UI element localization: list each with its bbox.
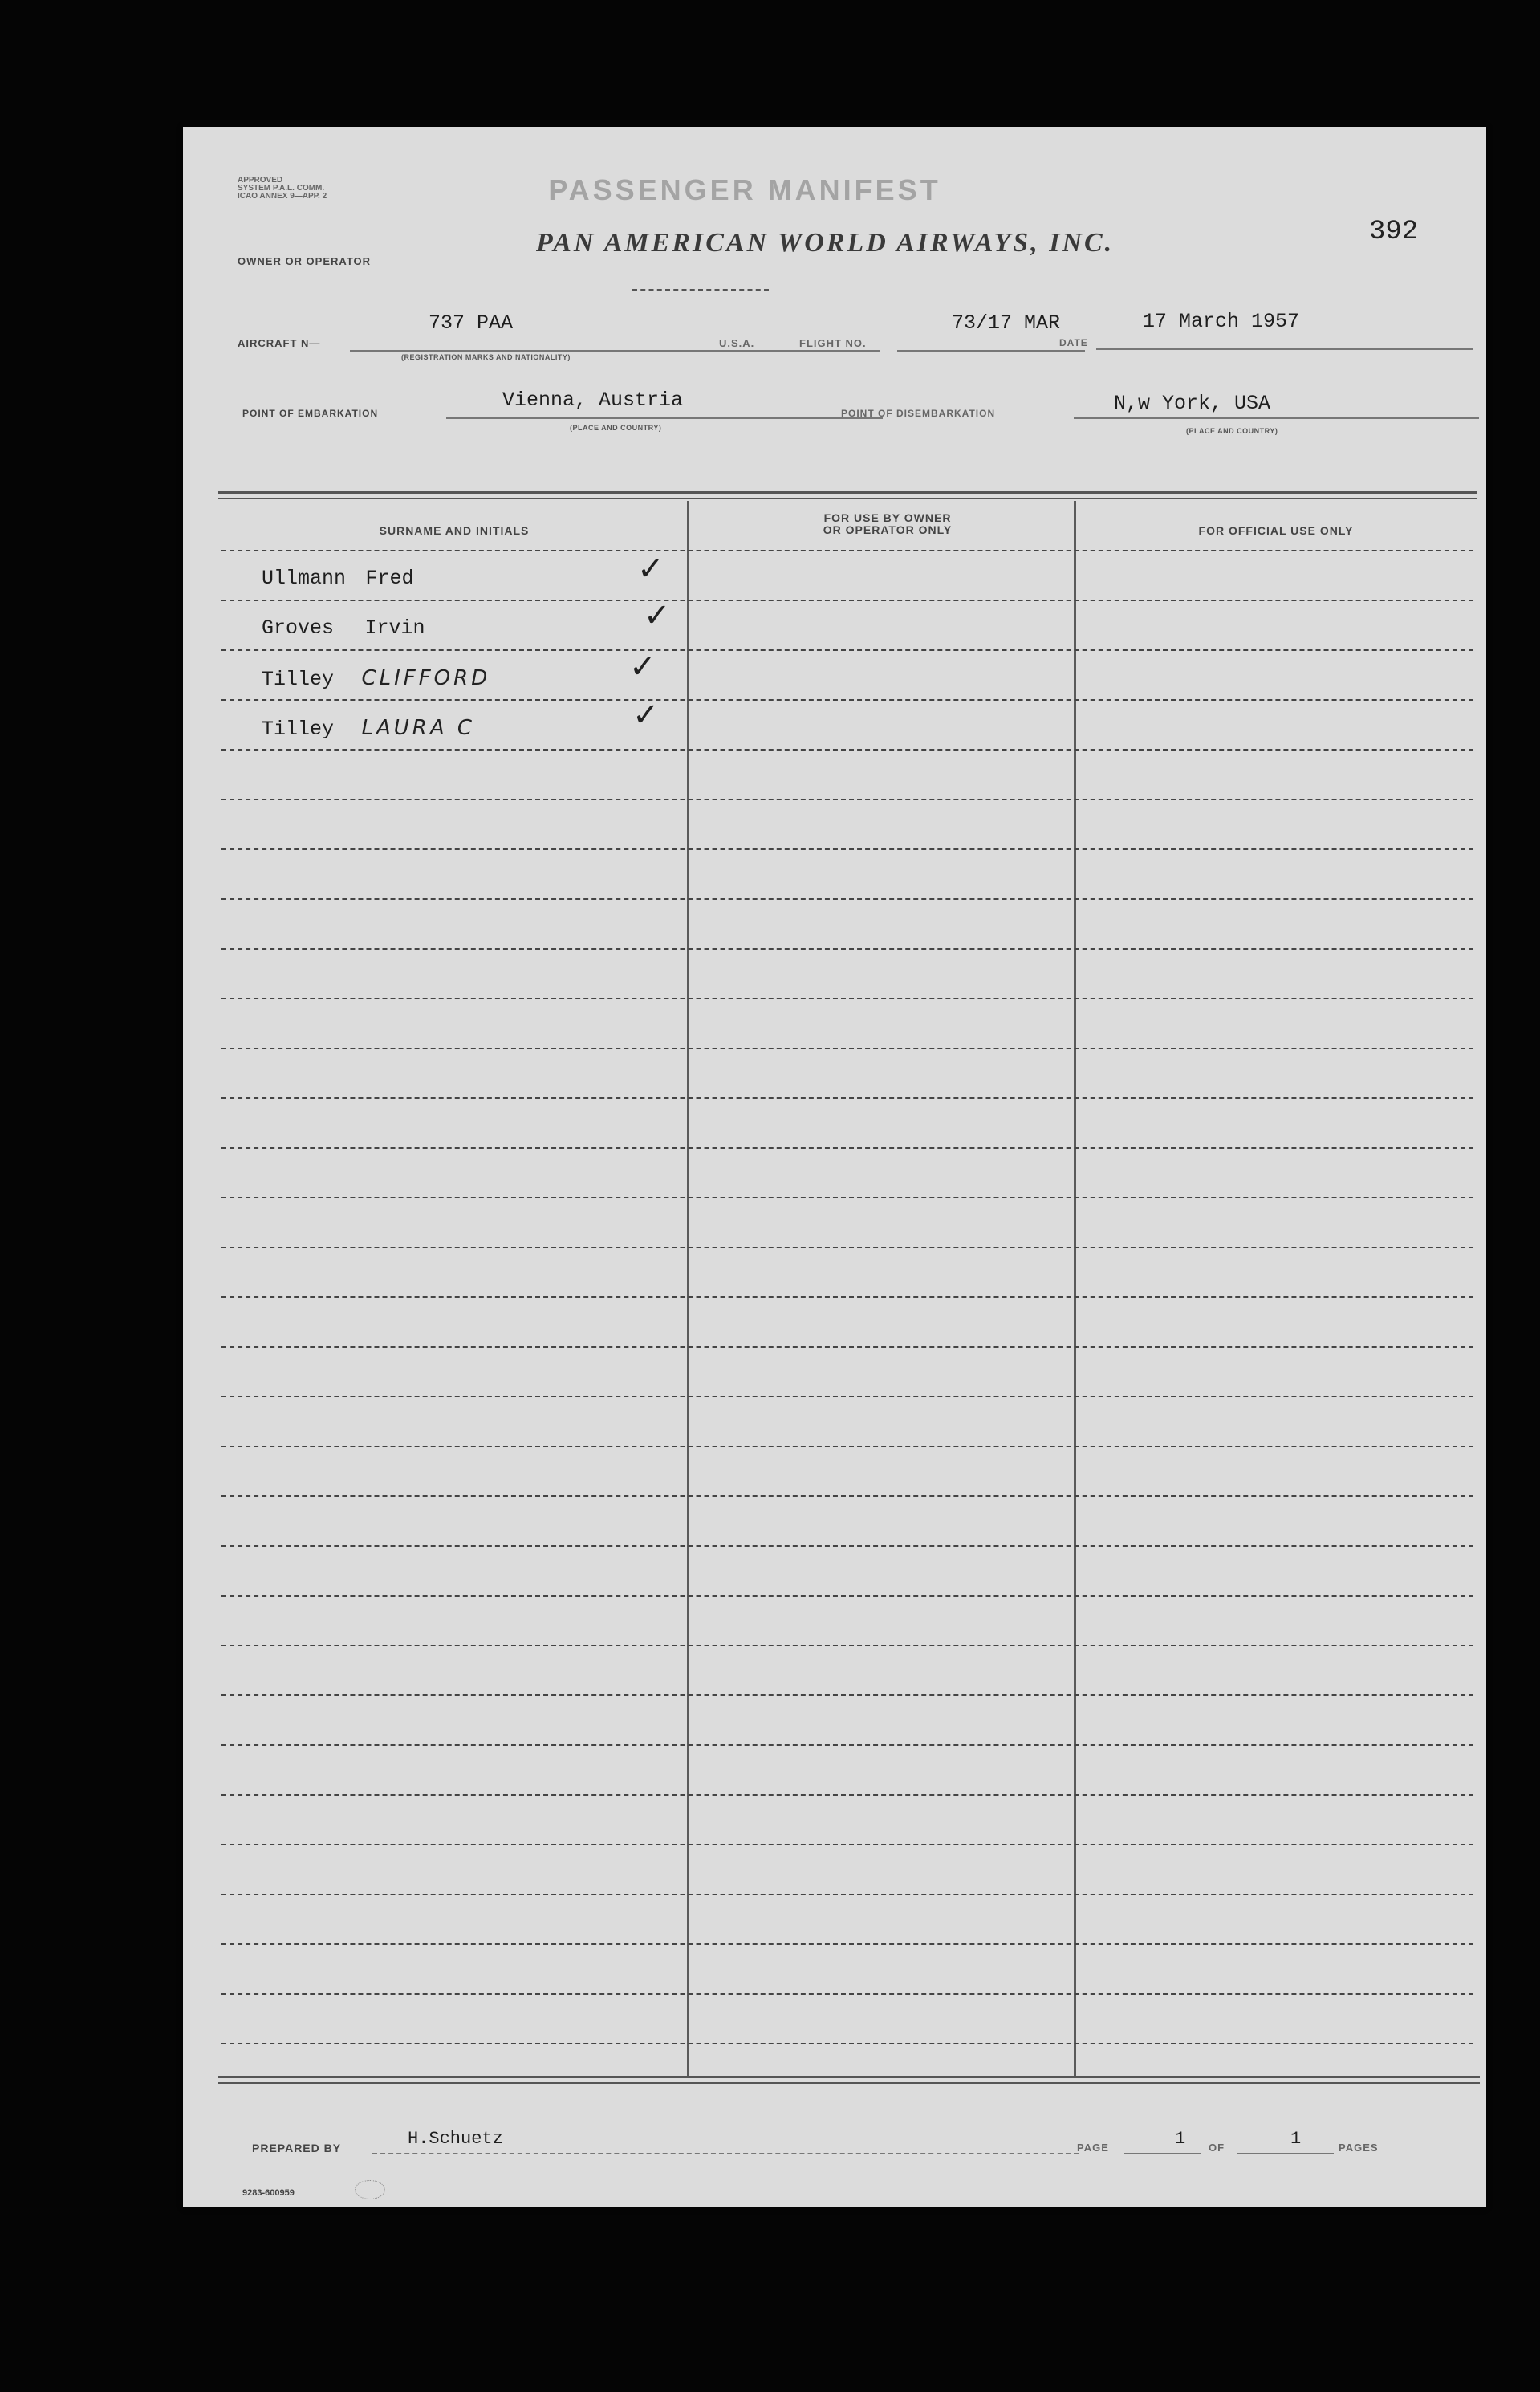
row-line <box>221 1396 1473 1397</box>
row-line <box>221 1495 1473 1497</box>
owner-dash <box>632 289 769 291</box>
row-line <box>221 1595 1473 1597</box>
prepared-underline <box>372 2153 1079 2154</box>
prepared-value: H.Schuetz <box>408 2129 503 2149</box>
of-underline <box>1237 2153 1334 2154</box>
page-label: PAGE <box>1077 2142 1109 2154</box>
approval-line: SYSTEM P.A.L. COMM. <box>238 184 325 193</box>
row-line <box>221 699 1473 701</box>
passenger-given-name: CLIFFORD <box>361 666 491 690</box>
passenger-given-name: LAURA C <box>361 716 476 740</box>
approval-line: APPROVED <box>238 176 283 185</box>
header-owner-use <box>695 512 1080 536</box>
disembarkation-underline <box>1074 417 1479 419</box>
row-line <box>221 1197 1473 1198</box>
of-label: OF <box>1209 2142 1225 2154</box>
date-value: 17 March 1957 <box>1143 310 1300 333</box>
passenger-surname: Ullmann <box>262 567 347 590</box>
row-line <box>221 1545 1473 1547</box>
passenger-surname: Tilley <box>262 718 335 741</box>
usa-label: U.S.A. <box>719 337 755 349</box>
aircraft-caption: (REGISTRATION MARKS AND NATIONALITY) <box>401 353 571 361</box>
flight-value: 73/17 MAR <box>952 311 1061 335</box>
header-owner-use-line: OR OPERATOR ONLY <box>823 523 953 536</box>
table-top-rule <box>218 498 1477 499</box>
date-underline <box>1096 348 1473 350</box>
disembarkation-value: N,w York, USA <box>1114 392 1271 415</box>
row-line <box>221 1744 1473 1746</box>
flight-underline <box>897 350 1085 352</box>
table-bottom-rule <box>218 2082 1480 2084</box>
row-line <box>221 1147 1473 1149</box>
embarkation-underline <box>446 417 883 419</box>
table-bottom-rule <box>218 2076 1480 2078</box>
passenger-row <box>262 716 475 741</box>
row-line <box>221 1296 1473 1298</box>
row-line <box>221 1993 1473 1995</box>
row-line <box>221 1247 1473 1248</box>
passenger-row <box>262 616 425 640</box>
row-line <box>221 649 1473 651</box>
row-line <box>221 799 1473 800</box>
passenger-row <box>262 567 414 590</box>
row-line <box>221 2043 1473 2044</box>
page-underline <box>1124 2153 1201 2154</box>
checkmark-icon: ✓ <box>629 649 656 685</box>
checkmark-icon: ✓ <box>637 551 664 588</box>
row-line <box>221 1097 1473 1099</box>
row-line <box>221 1844 1473 1845</box>
row-line <box>221 1943 1473 1945</box>
aircraft-value: 737 PAA <box>429 311 514 335</box>
row-line <box>221 1894 1473 1895</box>
passenger-surname: Groves <box>262 616 335 640</box>
row-line <box>221 1794 1473 1796</box>
aircraft-underline <box>350 350 880 352</box>
printer-seal-icon <box>355 2180 385 2199</box>
column-divider <box>687 501 689 2076</box>
row-line <box>221 898 1473 900</box>
flight-label: FLIGHT NO. <box>799 337 867 349</box>
manifest-sheet <box>183 127 1486 2207</box>
of-value: 1 <box>1290 2129 1302 2149</box>
passenger-given-name: Fred <box>365 567 414 590</box>
owner-value: PAN AMERICAN WORLD AIRWAYS, INC. <box>536 228 1115 258</box>
disembarkation-label: POINT OF DISEMBARKATION <box>841 408 996 419</box>
date-label: DATE <box>1059 337 1088 348</box>
row-line <box>221 948 1473 950</box>
row-line <box>221 1694 1473 1696</box>
embarkation-caption: (PLACE AND COUNTRY) <box>570 424 662 432</box>
passenger-row <box>262 666 490 691</box>
owner-label: OWNER OR OPERATOR <box>238 255 372 267</box>
prepared-label: PREPARED BY <box>252 2142 342 2154</box>
passenger-surname: Tilley <box>262 668 335 691</box>
approval-note <box>238 177 327 201</box>
header-official: FOR OFFICIAL USE ONLY <box>1198 524 1354 537</box>
row-line <box>221 550 1473 551</box>
page-value: 1 <box>1175 2129 1186 2149</box>
row-line <box>221 848 1473 850</box>
form-code: 9283-600959 <box>242 2188 295 2198</box>
embarkation-label: POINT OF EMBARKATION <box>242 408 379 419</box>
column-divider <box>1074 501 1076 2076</box>
row-line <box>221 1346 1473 1348</box>
row-line <box>221 1446 1473 1447</box>
pages-label: PAGES <box>1339 2142 1379 2154</box>
row-line <box>221 600 1473 601</box>
row-line <box>221 749 1473 751</box>
passenger-given-name: Irvin <box>364 616 425 640</box>
row-line <box>221 998 1473 999</box>
page-number-stamp: 392 <box>1369 217 1419 247</box>
aircraft-label: AIRCRAFT N— <box>238 337 321 349</box>
header-surname: SURNAME AND INITIALS <box>379 524 530 537</box>
header-owner-use-line: FOR USE BY OWNER <box>823 511 952 524</box>
approval-line: ICAO ANNEX 9—APP. 2 <box>238 192 327 201</box>
table-top-rule <box>218 491 1477 494</box>
disembarkation-caption: (PLACE AND COUNTRY) <box>1186 427 1278 435</box>
form-title: PASSENGER MANIFEST <box>548 173 941 206</box>
embarkation-value: Vienna, Austria <box>502 388 684 412</box>
checkmark-icon: ✓ <box>644 597 671 634</box>
row-line <box>221 1048 1473 1049</box>
checkmark-icon: ✓ <box>632 697 660 734</box>
row-line <box>221 1645 1473 1646</box>
